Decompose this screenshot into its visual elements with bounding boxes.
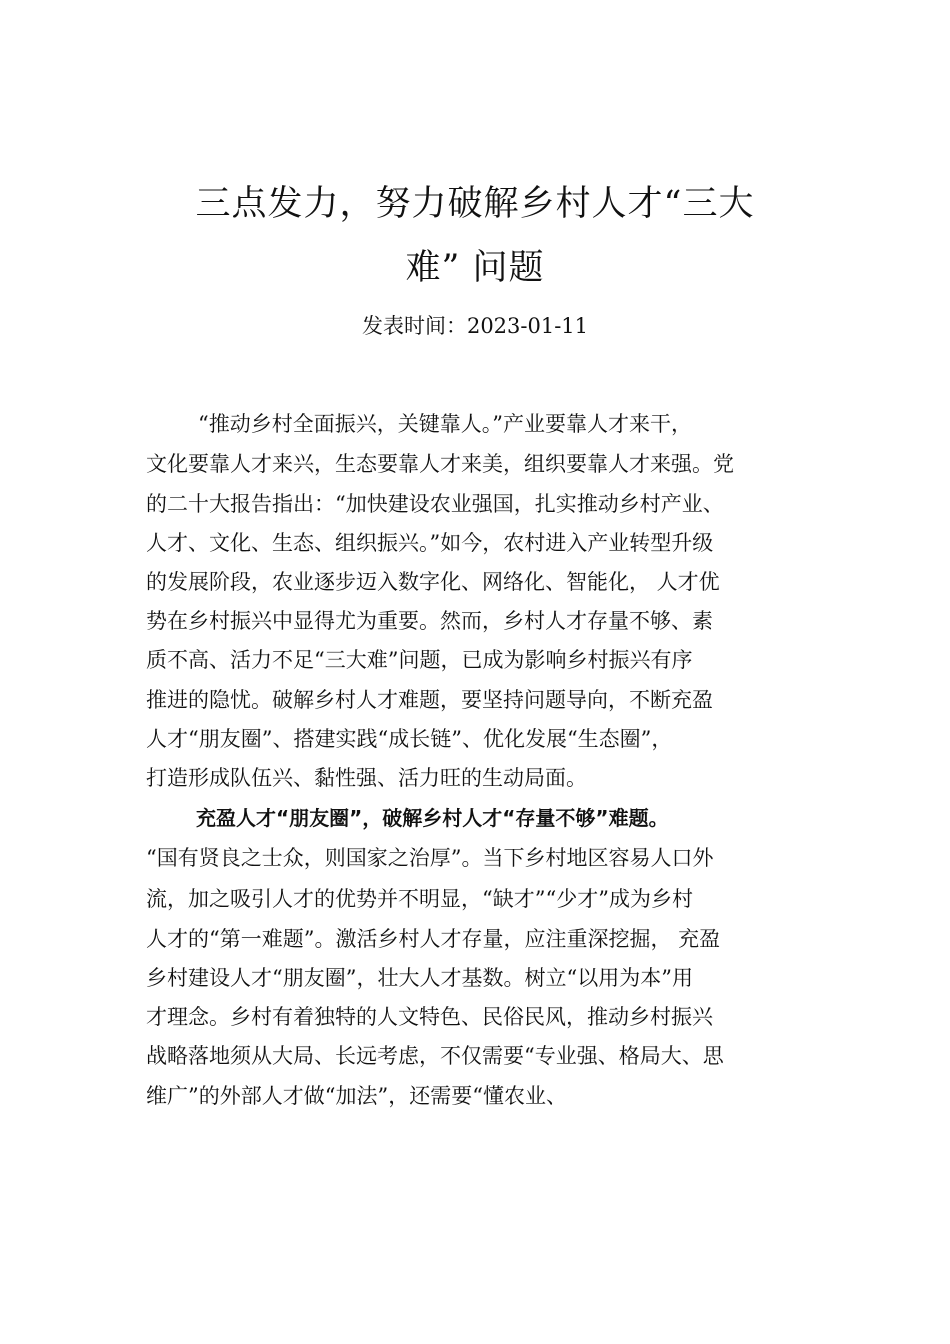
article-title-line-2: 难” 问题: [405, 248, 545, 288]
publish-date: 发表时间：2023-01-11: [361, 314, 589, 338]
paragraph-line: 推进的隐忧。破解乡村人才难题，要坚持问题导向，不断充盈: [146, 688, 713, 712]
paragraph-line: “推动乡村全面振兴，关键靠人。”产业要靠人才来干，: [198, 412, 692, 436]
paragraph-line: 打造形成队伍兴、黏性强、活力旺的生动局面。: [146, 766, 587, 790]
article-title-line-1: 三点发力，努力破解乡村人才“三大: [195, 184, 755, 224]
paragraph-line: “国有贤良之士众，则国家之治厚”。当下乡村地区容易人口外: [146, 846, 714, 870]
paragraph-line: 乡村建设人才“朋友圈”，壮大人才基数。树立“以用为本”用: [146, 966, 693, 990]
paragraph-line: 才理念。乡村有着独特的人文特色、民俗民风，推动乡村振兴: [146, 1005, 713, 1029]
paragraph-line: 文化要靠人才来兴，生态要靠人才来美，组织要靠人才来强。党: [146, 452, 734, 476]
paragraph-line: 的二十大报告指出：“加快建设农业强国，扎实推动乡村产业、: [146, 492, 724, 516]
paragraph-line: 人才、文化、生态、组织振兴。”如今，农村进入产业转型升级: [146, 531, 714, 555]
paragraph-line: 战略落地须从大局、长远考虑，不仅需要“专业强、格局大、思: [146, 1044, 724, 1068]
paragraph-line: 维广”的外部人才做“加法”，还需要“懂农业、: [146, 1084, 567, 1108]
paragraph-line: 人才的“第一难题”。激活乡村人才存量，应注重深挖掘， 充盈: [146, 927, 721, 951]
paragraph-line: 的发展阶段，农业逐步迈入数字化、网络化、智能化， 人才优: [146, 570, 720, 594]
paragraph-line: 流，加之吸引人才的优势并不明显，“缺才”“少才”成为乡村: [146, 887, 693, 911]
paragraph-line: 势在乡村振兴中显得尤为重要。然而，乡村人才存量不够、素: [146, 609, 713, 633]
paragraph-line: 质不高、活力不足“三大难”问题，已成为影响乡村振兴有序: [146, 648, 693, 672]
section-heading: 充盈人才“朋友圈”，破解乡村人才“存量不够”难题。: [196, 806, 669, 830]
paragraph-line: 人才“朋友圈”、搭建实践“成长链”、优化发展“生态圈”，: [146, 727, 673, 751]
